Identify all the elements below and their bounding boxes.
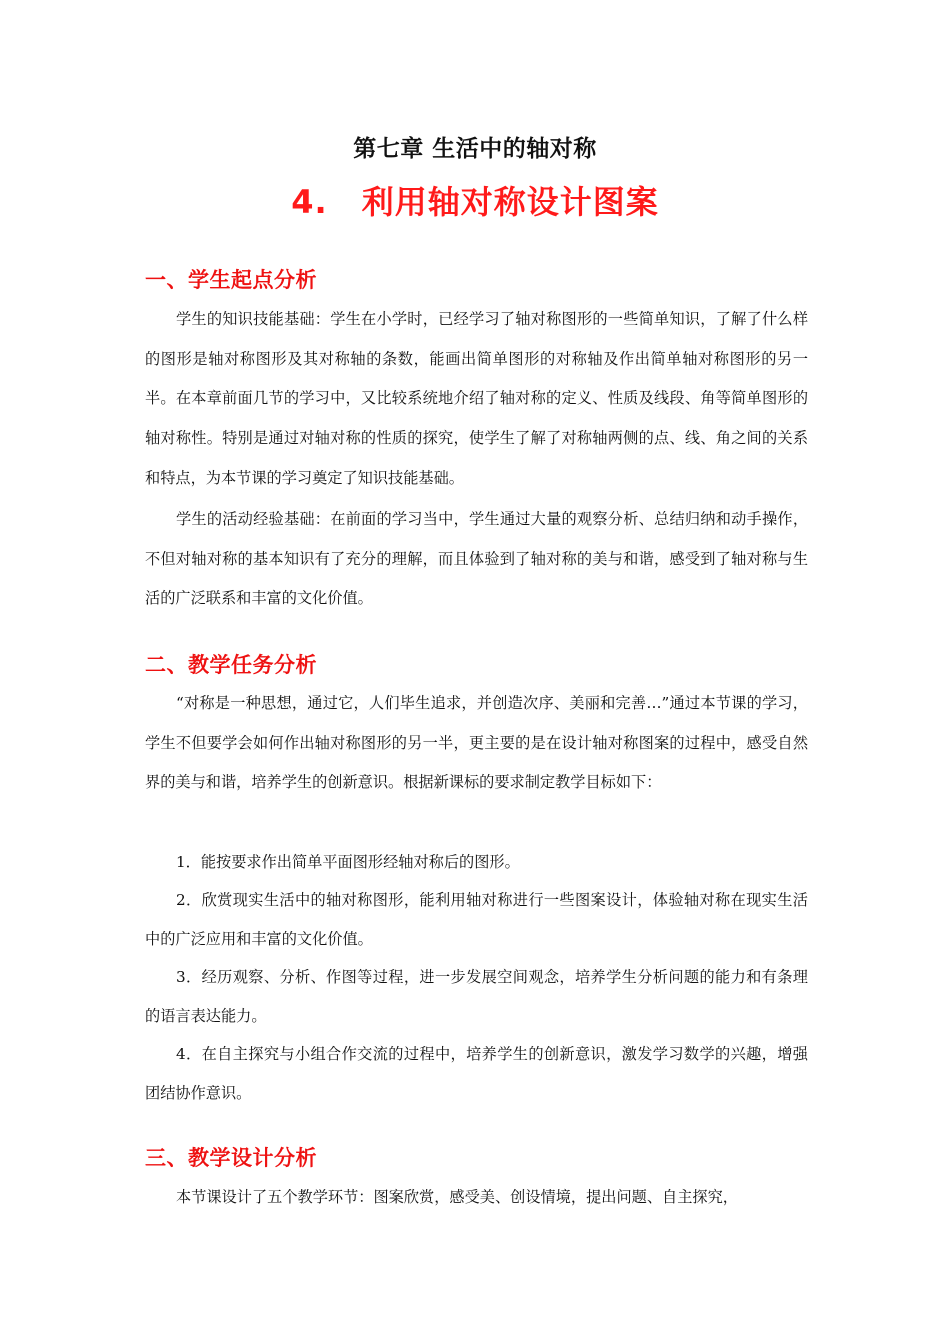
objective-item-3: 3．经历观察、分析、作图等过程，进一步发展空间观念，培养学生分析问题的能力和有条理的语言表达能力。: [145, 968, 808, 1025]
section-heading-task-analysis: 二、教学任务分析: [145, 653, 317, 677]
paragraph-activity-basis: 学生的活动经验基础：在前面的学习当中，学生通过大量的观察分析、总结归纳和动手操作，不但对轴对称的基本知识有了充分的理解，而且体验到了轴对称的美与和谐，感受到了轴对称与生活的广泛联系和丰富的文化价值。: [145, 510, 808, 608]
objective-item-1: 1．能按要求作出简单平面图形经轴对称后的图形。: [176, 853, 520, 871]
section-heading-student-analysis: 一、学生起点分析: [145, 268, 317, 292]
section-heading-design-analysis: 三、教学设计分析: [145, 1146, 317, 1170]
lesson-title-text: 利用轴对称设计图案: [361, 183, 659, 221]
chapter-title: 第七章 生活中的轴对称: [353, 136, 597, 162]
paragraph-knowledge-basis: 学生的知识技能基础：学生在小学时，已经学习了轴对称图形的一些简单知识，了解了什么样的图形是轴对称图形及其对称轴的条数，能画出简单图形的对称轴及作出简单轴对称图形的另一半。在本章前面几节的学习中，又比较系统地介绍了轴对称的定义、性质及线段、角等简单图形的轴对称性。特别是通过对轴对称的性质的探究，使学生了解了对称轴两侧的点、线、角之间的关系和特点，为本节课的学习奠定了知识技能基础。: [145, 310, 808, 487]
lesson-number: 4.: [291, 183, 328, 221]
paragraph-task-intro: “对称是一种思想，通过它，人们毕生追求，并创造次序、美丽和完善…”通过本节课的学习，学生不但要学会如何作出轴对称图形的另一半，更主要的是在设计轴对称图案的过程中，感受自然界的美与和谐，培养学生的创新意识。根据新课标的要求制定教学目标如下：: [145, 694, 808, 792]
paragraph-design-intro: 本节课设计了五个教学环节：图案欣赏，感受美、创设情境，提出问题、自主探究，: [176, 1188, 738, 1206]
lesson-title: [0, 180, 950, 224]
objective-item-4: 4．在自主探究与小组合作交流的过程中，培养学生的创新意识，激发学习数学的兴趣，增强团结协作意识。: [145, 1045, 808, 1102]
objective-item-2: 2．欣赏现实生活中的轴对称图形，能利用轴对称进行一些图案设计，体验轴对称在现实生活中的广泛应用和丰富的文化价值。: [145, 891, 808, 948]
